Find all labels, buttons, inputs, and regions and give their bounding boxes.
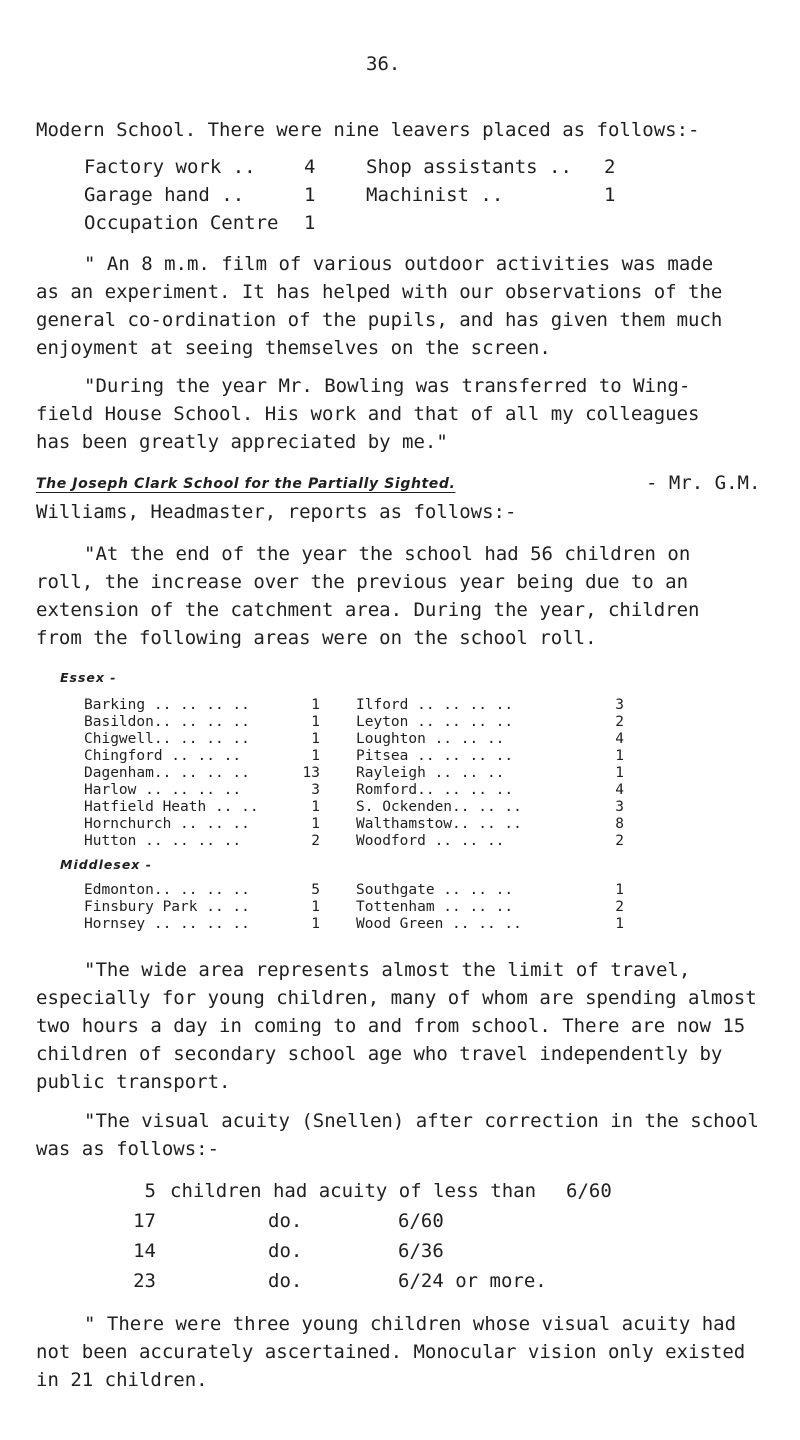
text-line: "The wide area represents almost the limit of travel, <box>84 959 691 981</box>
region-heading-essex: Essex - <box>60 670 117 685</box>
leaver-label: Shop assistants .. <box>366 156 572 178</box>
area-count: 3 <box>311 782 320 798</box>
area-count: 1 <box>615 916 624 932</box>
area-count: 1 <box>311 748 320 764</box>
leaver-label: Garage hand .. <box>84 184 245 206</box>
area-name: Tottenham .. .. .. <box>356 899 514 915</box>
area-count: 1 <box>311 697 320 713</box>
acuity-value: 6/24 or more. <box>398 1270 547 1292</box>
acuity-value: 6/60 <box>398 1210 444 1232</box>
leaver-label: Factory work .. <box>84 156 256 178</box>
area-count: 1 <box>311 714 320 730</box>
area-name: Walthamstow.. .. .. <box>356 816 522 832</box>
area-name: Loughton .. .. .. <box>356 731 505 747</box>
area-count: 2 <box>311 833 320 849</box>
area-count: 1 <box>615 748 624 764</box>
text-line: extension of the catchment area. During the year, children <box>36 599 700 621</box>
acuity-count: 14 <box>133 1240 156 1262</box>
acuity-count: 17 <box>133 1210 156 1232</box>
area-name: Southgate .. .. .. <box>356 882 514 898</box>
area-count: 1 <box>311 731 320 747</box>
area-name: Ilford .. .. .. .. <box>356 697 514 713</box>
area-name: Hutton .. .. .. .. <box>84 833 242 849</box>
text-line: "At the end of the year the school had 56 children on <box>84 543 691 565</box>
area-name: Edmonton.. .. .. .. <box>84 882 250 898</box>
text-line: two hours a day in coming to and from school. There are now 15 <box>36 1015 746 1037</box>
leaver-count: 1 <box>304 212 316 234</box>
area-count: 1 <box>311 816 320 832</box>
text-line: from the following areas were on the school roll. <box>36 627 597 649</box>
school-heading-line2: Williams, Headmaster, reports as follows:- <box>36 501 517 523</box>
area-name: Dagenham.. .. .. .. <box>84 765 250 781</box>
intro-line: Modern School. There were nine leavers placed as follows:- <box>36 119 700 141</box>
area-count: 2 <box>615 833 624 849</box>
school-heading-suffix: - Mr. G.M. <box>646 472 761 494</box>
acuity-desc: do. <box>268 1210 303 1232</box>
leaver-count: 1 <box>604 184 616 206</box>
area-name: Chigwell.. .. .. .. <box>84 731 250 747</box>
area-count: 5 <box>311 882 320 898</box>
leaver-count: 4 <box>304 156 316 178</box>
area-name: Woodford .. .. .. <box>356 833 505 849</box>
text-line: public transport. <box>36 1071 231 1093</box>
leaver-count: 1 <box>304 184 316 206</box>
area-count: 2 <box>615 899 624 915</box>
text-line: as an experiment. It has helped with our observations of the <box>36 281 723 303</box>
area-name: Chingford .. .. .. <box>84 748 242 764</box>
text-line: "During the year Mr. Bowling was transferred to Wing- <box>84 375 691 397</box>
text-line: in 21 children. <box>36 1369 208 1391</box>
text-line: field House School. His work and that of all my colleagues <box>36 403 700 425</box>
text-line: " An 8 m.m. film of various outdoor activities was made <box>84 253 714 275</box>
area-name: Basildon.. .. .. .. <box>84 714 250 730</box>
text-line: general co-ordination of the pupils, and has given them much <box>36 309 723 331</box>
leaver-label: Machinist .. <box>366 184 504 206</box>
region-heading-middlesex: Middlesex - <box>60 857 152 872</box>
area-name: S. Ockenden.. .. .. <box>356 799 522 815</box>
text-line: enjoyment at seeing themselves on the screen. <box>36 337 551 359</box>
text-line: not been accurately ascertained. Monocular vision only existed <box>36 1341 746 1363</box>
area-count: 1 <box>311 799 320 815</box>
text-line: has been greatly appreciated by me." <box>36 431 448 453</box>
acuity-count: 5 <box>144 1180 156 1202</box>
area-count: 3 <box>615 697 624 713</box>
area-count: 4 <box>615 782 624 798</box>
area-count: 1 <box>615 765 624 781</box>
area-count: 8 <box>615 816 624 832</box>
area-count: 1 <box>311 916 320 932</box>
text-line: was as follows:- <box>36 1138 220 1160</box>
text-line: especially for young children, many of whom are spending almost <box>36 987 757 1009</box>
area-name: Rayleigh .. .. .. <box>356 765 505 781</box>
school-heading: The Joseph Clark School for the Partially Sighted. <box>36 476 456 492</box>
area-count: 13 <box>302 765 320 781</box>
leaver-label: Occupation Centre <box>84 212 279 234</box>
area-name: Finsbury Park .. .. <box>84 899 250 915</box>
area-name: Barking .. .. .. .. <box>84 697 250 713</box>
area-name: Romford.. .. .. .. <box>356 782 514 798</box>
acuity-count: 23 <box>133 1270 156 1292</box>
area-count: 1 <box>311 899 320 915</box>
area-name: Leyton .. .. .. .. <box>356 714 514 730</box>
acuity-desc: children had acuity of less than <box>170 1180 537 1202</box>
acuity-desc: do. <box>268 1270 303 1292</box>
area-name: Hatfield Heath .. .. <box>84 799 259 815</box>
page-number: 36. <box>366 53 401 75</box>
area-name: Pitsea .. .. .. .. <box>356 748 514 764</box>
area-name: Hornchurch .. .. .. <box>84 816 250 832</box>
area-name: Wood Green .. .. .. <box>356 916 522 932</box>
text-line: "The visual acuity (Snellen) after correction in the school <box>84 1110 759 1132</box>
text-line: children of secondary school age who travel independently by <box>36 1043 723 1065</box>
acuity-desc: do. <box>268 1240 303 1262</box>
area-count: 3 <box>615 799 624 815</box>
area-name: Hornsey .. .. .. .. <box>84 916 250 932</box>
leaver-count: 2 <box>604 156 616 178</box>
acuity-value: 6/36 <box>398 1240 444 1262</box>
text-line: " There were three young children whose visual acuity had <box>84 1313 737 1335</box>
area-count: 1 <box>615 882 624 898</box>
text-line: roll, the increase over the previous year being due to an <box>36 571 689 593</box>
area-name: Harlow .. .. .. .. <box>84 782 242 798</box>
area-count: 2 <box>615 714 624 730</box>
area-count: 4 <box>615 731 624 747</box>
acuity-value: 6/60 <box>566 1180 612 1202</box>
